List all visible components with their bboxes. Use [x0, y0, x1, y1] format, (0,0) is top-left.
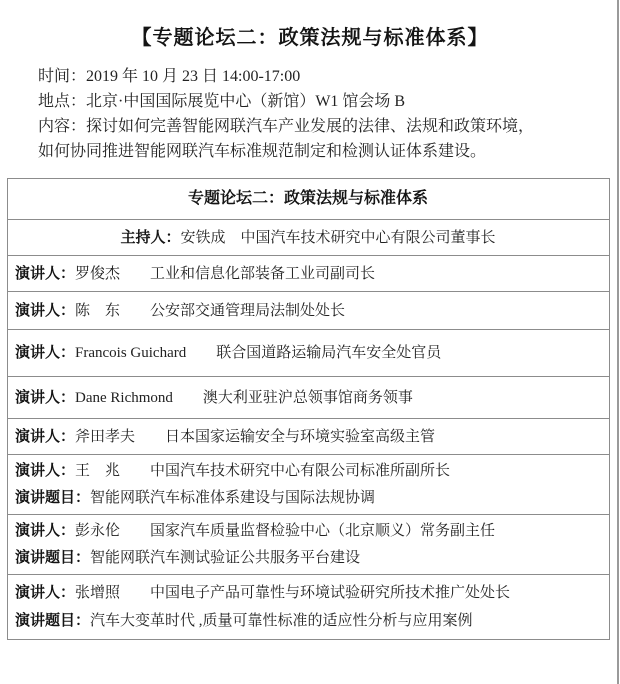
speaker-row-4: [8, 376, 609, 418]
speaker-name-title: Francois Guichard 联合国道路运输局汽车安全处官员: [75, 345, 442, 361]
moderator-name-title: 安铁成 中国汽车技术研究中心有限公司董事长: [180, 229, 496, 246]
speaker-label: 演讲人：: [15, 585, 76, 601]
speaker-line: [15, 301, 601, 321]
speaker-name-title: 张增照 中国电子产品可靠性与环境试验研究所技术推广处处长: [75, 585, 511, 601]
topic-label: 演讲题目：: [15, 489, 91, 506]
topic-text: 智能网联汽车标准体系建设与国际法规协调: [90, 489, 376, 506]
table-title-line: [15, 189, 601, 209]
speaker-label: 演讲人：: [15, 265, 76, 282]
topic-label: 演讲题目：: [15, 549, 91, 566]
topic-text: 智能网联汽车测试验证公共服务平台建设: [90, 549, 361, 566]
speaker-name-title: 罗俊杰 工业和信息化部装备工业司副司长: [75, 265, 376, 282]
event-info: [38, 64, 594, 164]
speaker-label: 演讲人：: [15, 302, 76, 319]
speaker-line: [15, 388, 601, 408]
speaker-label: 演讲人：: [15, 345, 76, 361]
speaker-line: [15, 521, 601, 541]
speaker-name-title: 彭永伦 国家汽车质量监督检验中心（北京顺义）常务副主任: [75, 523, 496, 540]
speaker-row-8: [8, 574, 609, 639]
speaker-name-title: 陈 东 公安部交通管理局法制处处长: [75, 302, 346, 319]
topic-label: 演讲题目：: [15, 613, 91, 629]
topic-line: [15, 548, 601, 568]
speaker-label: 演讲人：: [15, 428, 76, 445]
speaker-line: [15, 583, 601, 603]
topic-text: 汽车大变革时代 ,质量可靠性标准的适应性分析与应用案例: [90, 613, 473, 629]
speaker-line: [15, 461, 601, 481]
moderator-label: 主持人：: [120, 229, 181, 246]
speaker-name-title: 斧田孝夫 日本国家运输安全与环境实验室高级主管: [75, 428, 436, 445]
speaker-row-2: [8, 291, 609, 329]
speaker-row-1: [8, 255, 609, 291]
speaker-label: 演讲人：: [15, 389, 76, 406]
speaker-line: [15, 264, 601, 284]
speaker-label: 演讲人：: [15, 523, 76, 540]
table-title-row: [8, 179, 609, 219]
speaker-row-5: [8, 418, 609, 454]
speaker-row-6: [8, 454, 609, 514]
speaker-row-3: [8, 329, 609, 376]
event-description-line2: 如何协同推进智能网联汽车标准规范制定和检测认证体系建设。: [38, 143, 487, 160]
speaker-row-7: [8, 514, 609, 574]
topic-line: [15, 611, 601, 631]
topic-line: [15, 488, 601, 508]
page-title: 【专题论坛二：政策法规与标准体系】: [131, 27, 489, 49]
moderator-line: [15, 228, 601, 248]
speaker-label: 演讲人：: [15, 463, 76, 480]
event-time: 时间：2019 年 10 月 23 日 14:00-17:00: [38, 68, 301, 85]
event-location: 地点：北京·中国国际展览中心（新馆）W1 馆会场 B: [38, 93, 406, 110]
speaker-name-title: Dane Richmond 澳大利亚驻沪总领事馆商务领事: [75, 389, 413, 406]
moderator-row: [8, 219, 609, 255]
event-description-line1: 内容：探讨如何完善智能网联汽车产业发展的法律、法规和政策环境，: [38, 118, 535, 135]
schedule-table: [7, 178, 610, 640]
page-right-border: [617, 0, 619, 684]
table-title: 专题论坛二：政策法规与标准体系: [187, 190, 428, 207]
speaker-name-title: 王 兆 中国汽车技术研究中心有限公司标准所副所长: [75, 463, 451, 480]
speaker-line: [15, 343, 601, 363]
speaker-line: [15, 427, 601, 447]
